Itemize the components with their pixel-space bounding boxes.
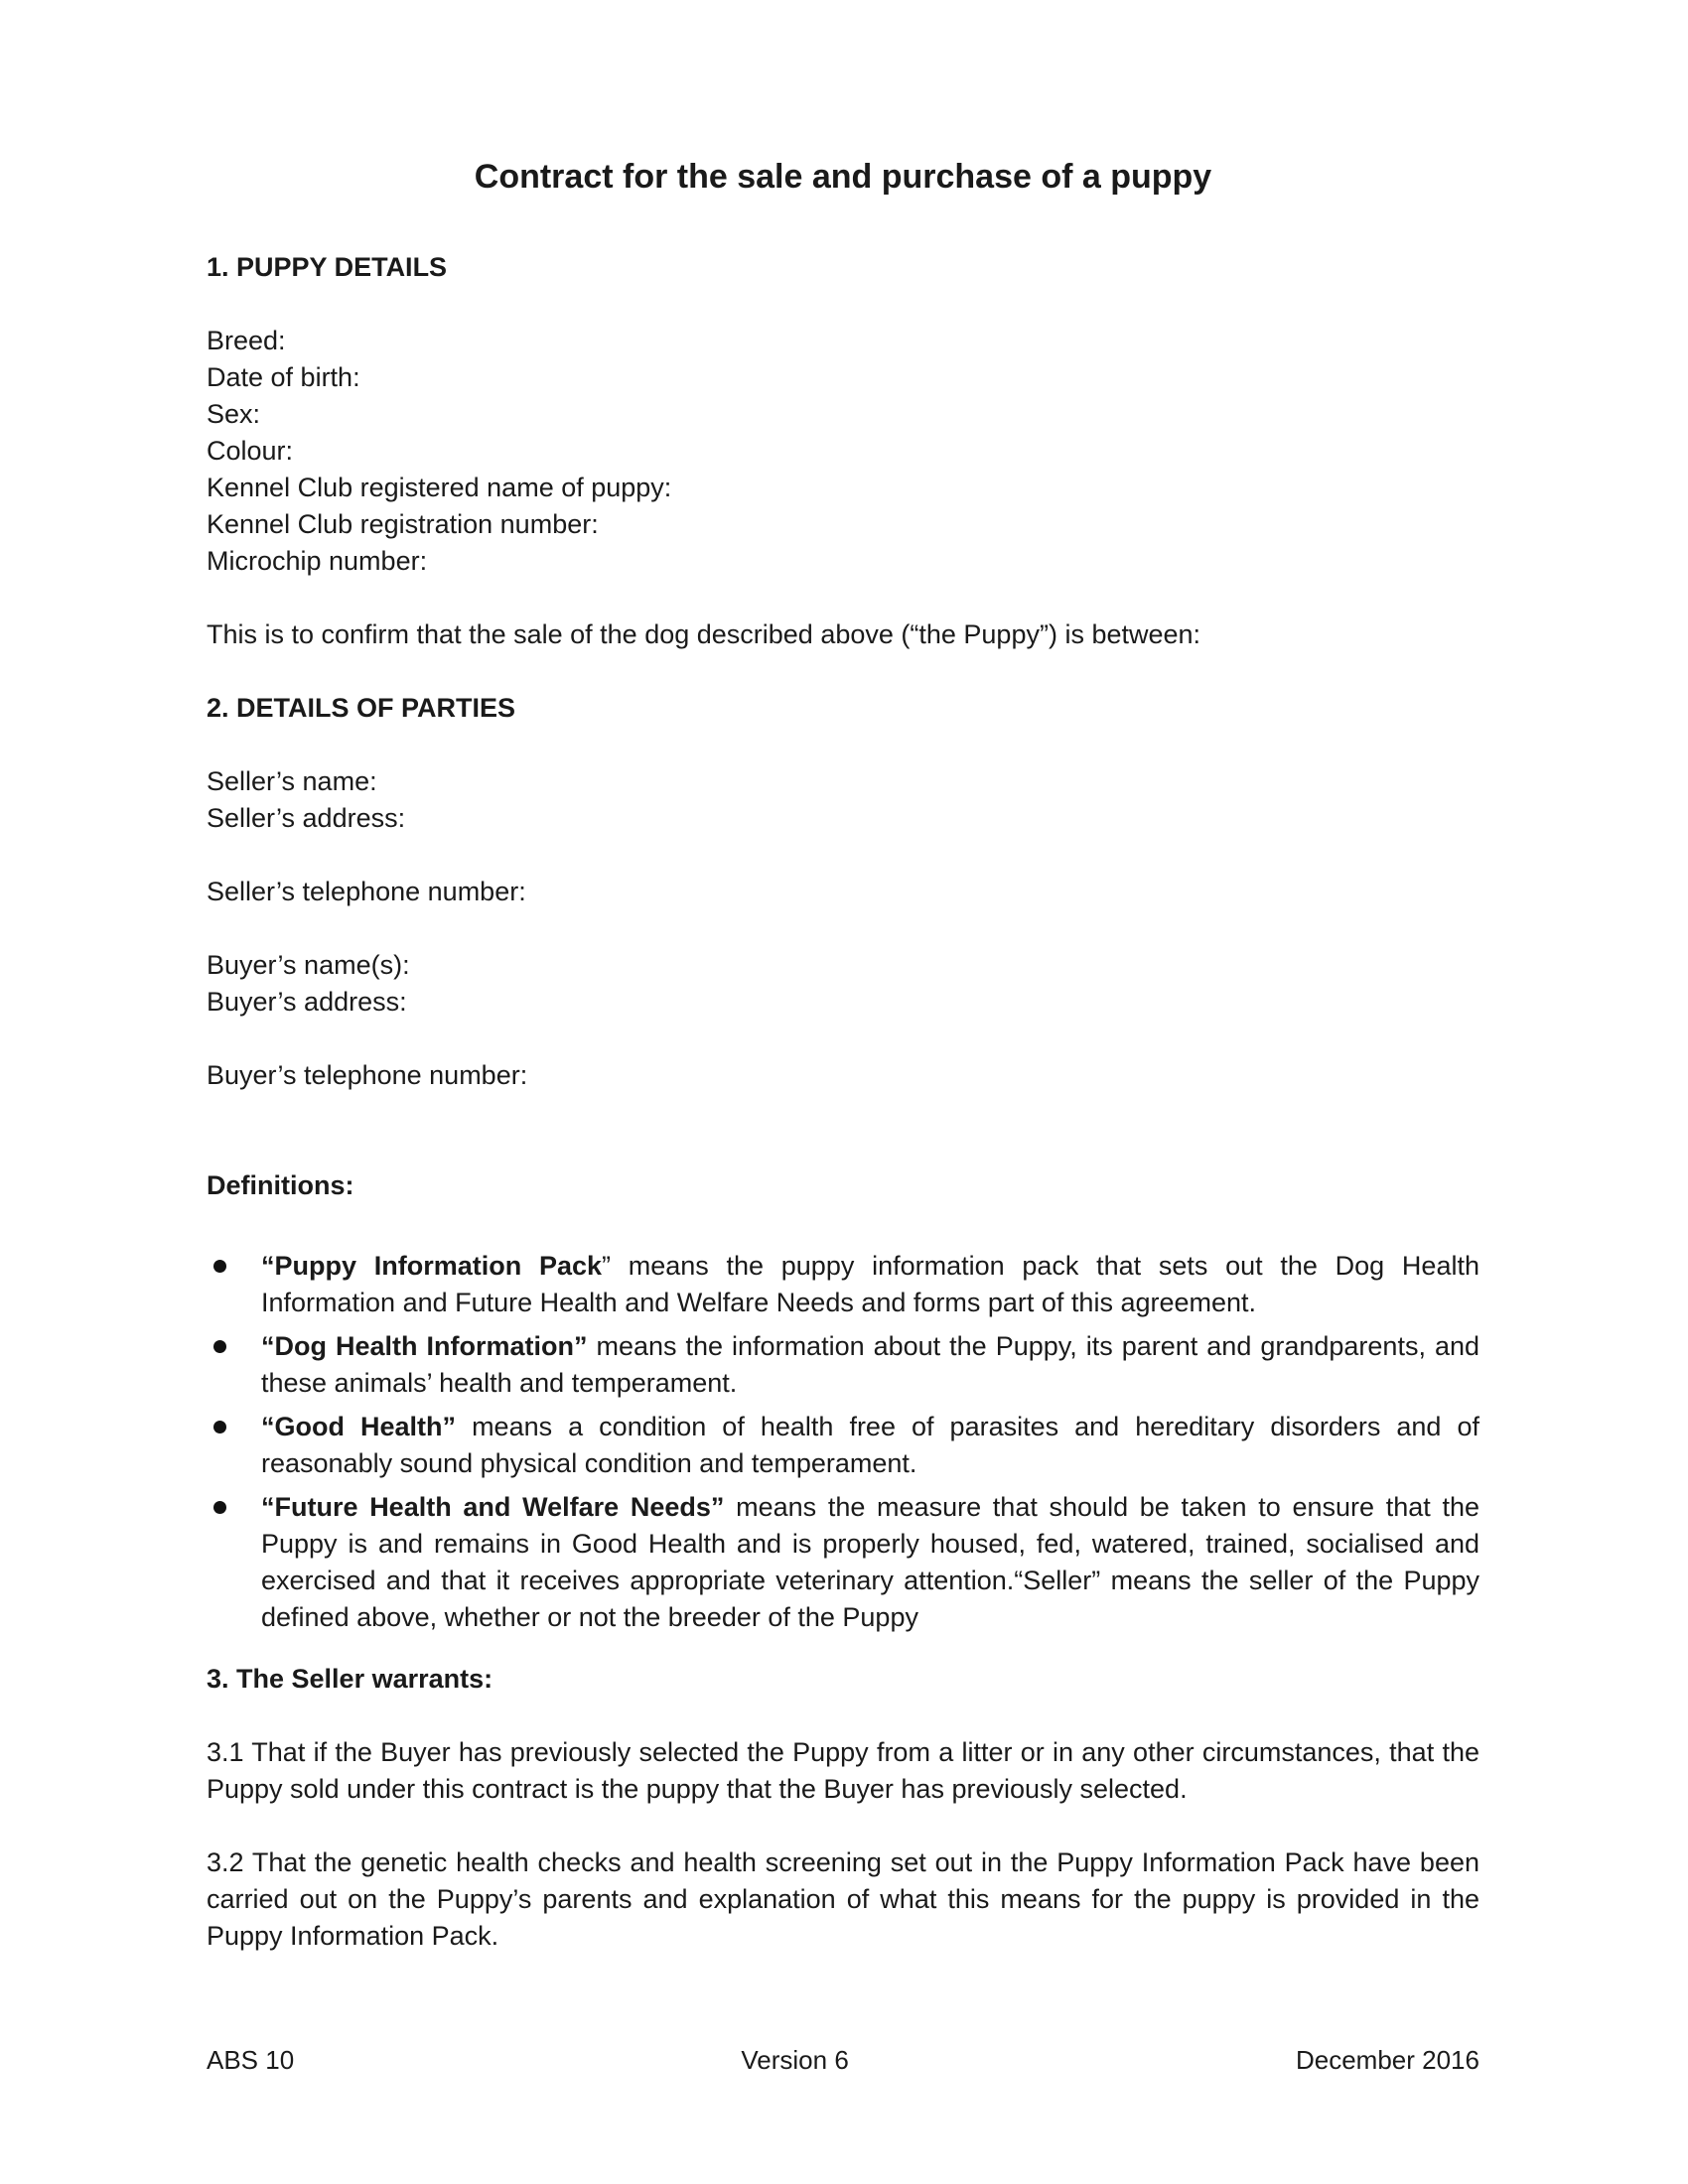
- document-title: Contract for the sale and purchase of a puppy: [474, 158, 1212, 196]
- section-3-heading: 3. The Seller warrants:: [207, 1664, 493, 1694]
- definition-text: means a condition of health free of parasites and hereditary disorders and of reasonably sound physical condition and temperament.: [261, 1412, 1479, 1478]
- footer-version: Version 6: [741, 2045, 849, 2075]
- definition-item: [207, 1409, 1479, 1482]
- seller-details: [207, 763, 1479, 1094]
- field-date-of-birth: Date of birth:: [207, 362, 360, 392]
- definition-text: ” means the puppy information pack that sets out the Dog Health Information and Future Health and Welfare Needs and forms part of this agreement.: [261, 1251, 1479, 1317]
- field-seller-address: Seller’s address:: [207, 803, 406, 833]
- definition-text: means the information about the Puppy, its parent and grandparents, and these animals’ health and temperament.: [261, 1331, 1479, 1398]
- definition-item: [207, 1248, 1479, 1321]
- page-footer: [207, 2045, 1479, 2076]
- field-kc-registration-number: Kennel Club registration number:: [207, 509, 599, 539]
- definition-term: “Dog Health Information”: [261, 1331, 588, 1361]
- definitions-heading: Definitions:: [207, 1170, 354, 1200]
- clause-3-2: 3.2 That the genetic health checks and health screening set out in the Puppy Information Pack have been carried out on the Puppy’s parents and explanation of what this means for the puppy is provided in the Puppy Information Pack.: [207, 1847, 1479, 1951]
- definition-item: [207, 1489, 1479, 1636]
- field-kc-registered-name: Kennel Club registered name of puppy:: [207, 473, 672, 502]
- field-breed: Breed:: [207, 326, 286, 355]
- definition-text: means the measure that should be taken to ensure that the Puppy is and remains in Good Health and is properly housed, fed, watered, trained, socialised and exercised and that it receives appropriate veterinary attention.“Seller” means the seller of the Puppy defined above, whether or not the breeder of the Puppy: [261, 1492, 1479, 1632]
- field-colour: Colour:: [207, 436, 294, 466]
- footer-date: December 2016: [1295, 2045, 1479, 2075]
- puppy-details-fields: [207, 323, 1479, 580]
- field-microchip-number: Microchip number:: [207, 546, 428, 576]
- document-body: [207, 155, 1479, 1955]
- field-sex: Sex:: [207, 399, 261, 429]
- definition-item: [207, 1328, 1479, 1402]
- clause-3-1: 3.1 That if the Buyer has previously selected the Puppy from a litter or in any other circumstances, that the Puppy sold under this contract is the puppy that the Buyer has previously selected.: [207, 1737, 1479, 1804]
- definition-term: “Puppy Information Pack: [261, 1251, 603, 1281]
- field-buyer-name: Buyer’s name(s):: [207, 950, 410, 980]
- definition-term: “Good Health”: [261, 1412, 457, 1441]
- field-buyer-address: Buyer’s address:: [207, 987, 407, 1017]
- confirmation-statement: This is to confirm that the sale of the dog described above (“the Puppy”) is between:: [207, 619, 1201, 649]
- field-seller-phone: Seller’s telephone number:: [207, 877, 526, 906]
- definitions-list: [207, 1248, 1479, 1636]
- section-2-heading: 2. DETAILS OF PARTIES: [207, 693, 516, 723]
- footer-document-code: ABS 10: [207, 2045, 295, 2075]
- section-1-heading: 1. PUPPY DETAILS: [207, 252, 448, 282]
- field-seller-name: Seller’s name:: [207, 766, 377, 796]
- definition-term: “Future Health and Welfare Needs”: [261, 1492, 725, 1522]
- field-buyer-phone: Buyer’s telephone number:: [207, 1060, 528, 1090]
